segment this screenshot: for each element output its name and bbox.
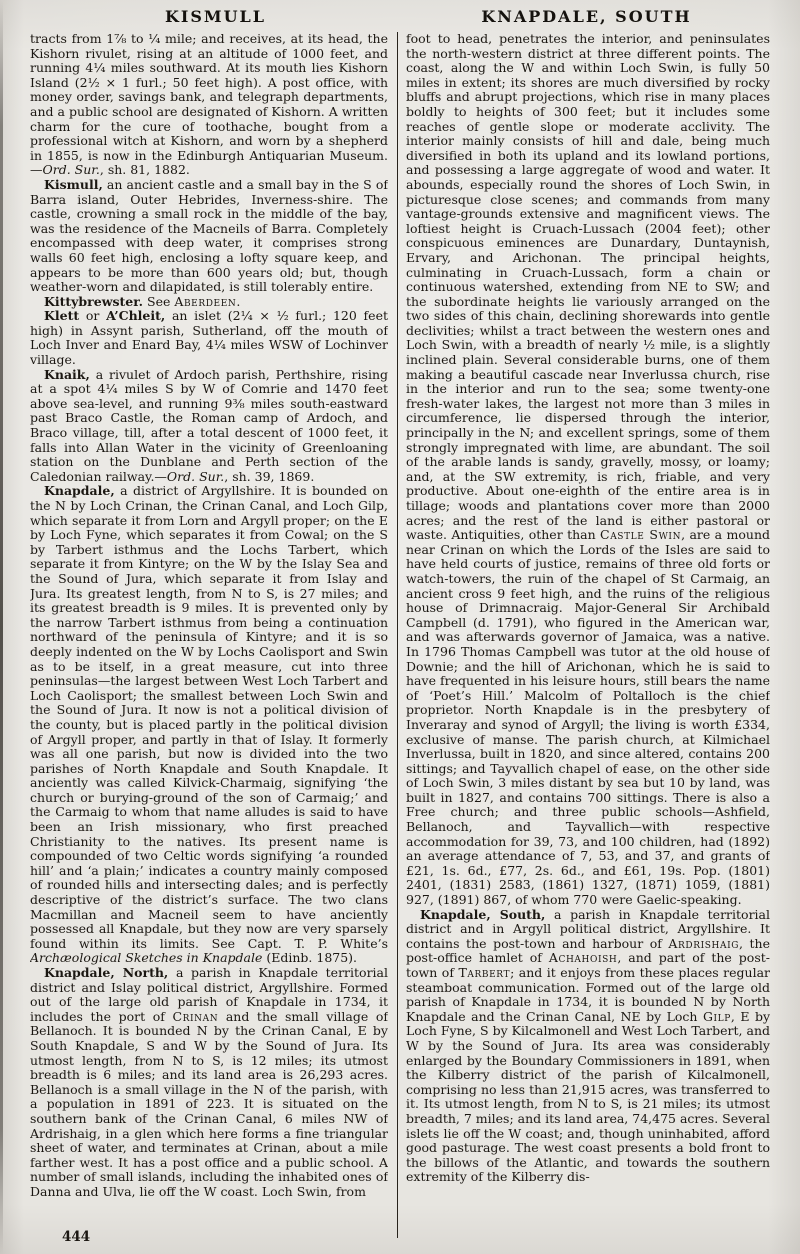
entry-knapdale-north-continuation: foot to head, penetrates the interior, and peninsulates the north-western district at three different points. The coast, along the W and within Loch Swin, is fully 50 miles in extent; its shores are much diversified by rocky bluffs and abrupt projections, which rise in many places boldly to heights of 300 feet; but it includes some reaches of gentle slope or moderate acclivity. The interior mainly consists of hill and dale, being much diversified in both its upland and its lowland portions, and possessing a large aggregate of wood and water. It abounds, especially round the shores of Loch Swin, in picturesque close scenes; and commands from many vantage-grounds extensive and magnificent views. The loftiest height is Cruach-Lussach (2004 feet); other conspicuous eminences are Dunardary, Duntaynish, Ervary, and Arichonan. The principal heights, culminating in Cruach-Lussach, form a chain or continuous watershed, extending from NE to SW; and the subordinate heights lie variously arranged on the two sides of this chain, declining shorewards into gentle declivities; whilst a tract between the western ones and Loch Swin, with a breadth of nearly ½ mile, is a slightly inclined plain. Several considerable burns, one of them making a beautiful cascade near Inverlussa church, rise in the interior and run to the sea; some twenty-one fresh-water lakes, the largest not more than 3 miles in circumference, lie dispersed through the interior, principally in the N; and excellent springs, some of them strongly impregnated with lime, are abundant. The soil of the arable lands is sandy, gravelly, mossy, or loamy; and, at the SW extremity, is rich, friable, and very productive. About one-eighth of the entire area is in tillage; woods and plantations cover more than 2000 acres; and the rest of the land is either pastoral or waste. Antiquities, other than Castle Swin, are a mound near Crinan on which the Lords of the Isles are said to have held courts of justice, remains of three old forts or watch-towers, the ruin of the chapel of St Carmaig, an ancient cross 9 feet high, and the ruins of the religious house of Drimnacraig. Major-General Sir Archibald Campbell (d. 1791), who figured in the American war, and was afterwards governor of Jamaica, was a native. In 1796 Thomas Campbell was tutor at the old house of Downie; and the hill of Arichonan, which he is said to have frequented in his leisure hours, still bears the name of ‘Poet’s Hill.’ Malcolm of Poltalloch is the chief proprietor. North Knapdale is in the presbytery of Inveraray and synod of Argyll; the living is worth £334, exclusive of manse. The parish church, at Kilmichael Inverlussa, built in 1820, and since altered, contains 200 sittings; and Tayvallich chapel of ease, on the other side of Loch Swin, 3 miles distant by sea but 10 by land, was built in 1827, and contains 700 sittings. There is also a Free church; and three public schools—Ashfield, Bellanoch, and Tayvallich—with respective accommodation for 39, 73, and 100 children, had (1892) an average attendance of 7, 53, and 37, and grants of £21, 1s. 6d., £77, 2s. 6d., and £61, 19s. Pop. (1801) 2401, (1831) 2583, (1861) 1327, (1871) 1059, (1881) 927, (1891) 867, of whom 770 were Gaelic-speaking. [406, 32, 770, 908]
column-divider-rule [397, 32, 398, 1238]
page-left-edge-shadow [0, 0, 3, 1254]
entry-knapdale-south: Knapdale, South, a parish in Knapdale territorial district and in Argyll political district, Argyllshire. It contains the post-town and harbour of Ardrishaig, the post-office hamlet of Achahoish, and part of the post-town of Tarbert; and it enjoys from these places regular steamboat communication. Formed out of the large old parish of Knapdale in 1734, it is bounded N by North Knapdale and the Crinan Canal, NE by Loch Gilp, E by Loch Fyne, S by Kilcalmonell and West Loch Tarbert, and W by the Sound of Jura. Its area was considerably enlarged by the Boundary Commissioners in 1891, when the Kilberry district of the parish of Kilcalmonell, comprising no less than 21,915 acres, was transferred to it. Its utmost length, from N to S, is 21 miles; its utmost breadth, 7 miles; and its land area, 74,475 acres. Several islets lie off the W coast; and, though uninhabited, afford good pasturage. The west coast presents a bold front to the billows of the Atlantic, and towards the southern extremity of the Kilberry dis- [406, 906, 770, 1185]
left-text-column [30, 32, 388, 1238]
page-number: 444 [62, 1229, 91, 1245]
entry-knaik: Knaik, a rivulet of Ardoch parish, Perthshire, rising at a spot 4¼ miles S by W of Comrie and 1470 feet above sea-level, and running 9⅜ miles south-eastward past Braco Castle, the Roman camp of Ardoch, and Braco village, till, after a total descent of 1000 feet, it falls into Allan Water in the vicinity of Greenloaning station on the Dunblane and Perth section of the Caledonian railway.—Ord. Sur., sh. 39, 1869. [30, 366, 388, 484]
running-head [30, 7, 772, 29]
right-text-column [406, 32, 770, 1238]
entry-kishorn-continuation: tracts from 1⅞ to ¼ mile; and receives, at its head, the Kishorn rivulet, rising at an altitude of 1000 feet, and running 4¼ miles southward. At its mouth lies Kishorn Island (2½ × 1 furl.; 50 feet high). A post office, with money order, savings bank, and telegraph departments, and a public school are designated of Kishorn. A written charm for the cure of toothache, bought from a professional witch at Kishorn, and worn by a shepherd in 1855, is now in the Edinburgh Antiquarian Museum.—Ord. Sur., sh. 81, 1882. [30, 32, 388, 178]
entry-klett: Klett or A’Chleit, an islet (2¼ × ½ furl.; 120 feet high) in Assynt parish, Sutherland, off the mouth of Loch Inver and Enard Bay, 4¼ miles WSW of Lochinver village. [30, 308, 388, 368]
running-head-left: KISMULL [164, 7, 267, 26]
page-body [30, 32, 772, 1238]
entry-knapdale: Knapdale, a district of Argyllshire. It is bounded on the N by Loch Crinan, the Crinan Canal, and Loch Gilp, which separate it from Lorn and Argyll proper; on the E by Loch Fyne, which separates it from Cowal; on the S by Tarbert isthmus and the Lochs Tarbert, which separate it from Kintyre; on the W by the Islay Sea and the Sound of Jura, which separate it from Islay and Jura. Its greatest length, from N to S, is 27 miles; and its greatest breadth is 9 miles. It is prevented only by the narrow Tarbert isthmus from being a continuation northward of the peninsula of Kintyre; and it is so deeply indented on the W by Lochs Caolisport and Swin as to be itself, in a great measure, cut into three peninsulas—the largest between West Loch Tarbert and Loch Caolisport; the smallest between Loch Swin and the Sound of Jura. It now is not a political division of the county, but is placed partly in the political division of Argyll proper, and partly in that of Islay. It formerly was all one parish, but now is divided into the two parishes of North Knapdale and South Knapdale. It anciently was called Kilvick-Charmaig, signifying ‘the church or burying-ground of the son of Carmaig;’ and the Carmaig to whom that name alludes is said to have been an Irish missionary, who first preached Christianity to the natives. Its present name is compounded of two Celtic words signifying ‘a rounded hill’ and ‘a plain;’ indicates a country mainly composed of rounded hills and intersecting dales; and is perfectly descriptive of the district’s surface. The two clans Macmillan and Macneil seem to have anciently possessed all Knapdale, but they now are very sparsely found within its limits. See Capt. T. P. White’s Archæological Sketches in Knapdale (Edinb. 1875). [30, 483, 388, 966]
entry-kittybrewster: Kittybrewster. See Aberdeen. [44, 293, 241, 309]
entry-kismull: Kismull, an ancient castle and a small bay in the S of Barra island, Outer Hebrides, Inverness-shire. The castle, crowning a small rock in the middle of the bay, was the residence of the Macneils of Barra. Completely encompassed with deep water, it comprises strong walls 60 feet high, enclosing a lofty square keep, and appears to be more than 600 years old; but, though weather-worn and dilapidated, is still tolerably entire. [30, 176, 388, 295]
entry-knapdale-north: Knapdale, North, a parish in Knapdale territorial district and Islay political district, Argyllshire. Formed out of the large old parish of Knapdale in 1734, it includes the port of Crinan and the small village of Bellanoch. It is bounded N by the Crinan Canal, E by South Knapdale, S and W by the Sound of Jura. Its utmost length, from N to S, is 12 miles; its utmost breadth is 6 miles; and its land area is 26,293 acres. Bellanoch is a small village in the N of the parish, with a population in 1891 of 223. It is situated on the southern bank of the Crinan Canal, 6 miles NW of Ardrishaig, in a glen which here forms a fine triangular sheet of water, and terminates at Crinan, about a mile farther west. It has a post office and a public school. A number of small islands, including the inhabited ones of Danna and Ulva, lie off the W coast. Loch Swin, from [30, 965, 388, 1199]
running-head-right: KNAPDALE, SOUTH [481, 7, 692, 26]
column-gap [388, 32, 406, 1238]
